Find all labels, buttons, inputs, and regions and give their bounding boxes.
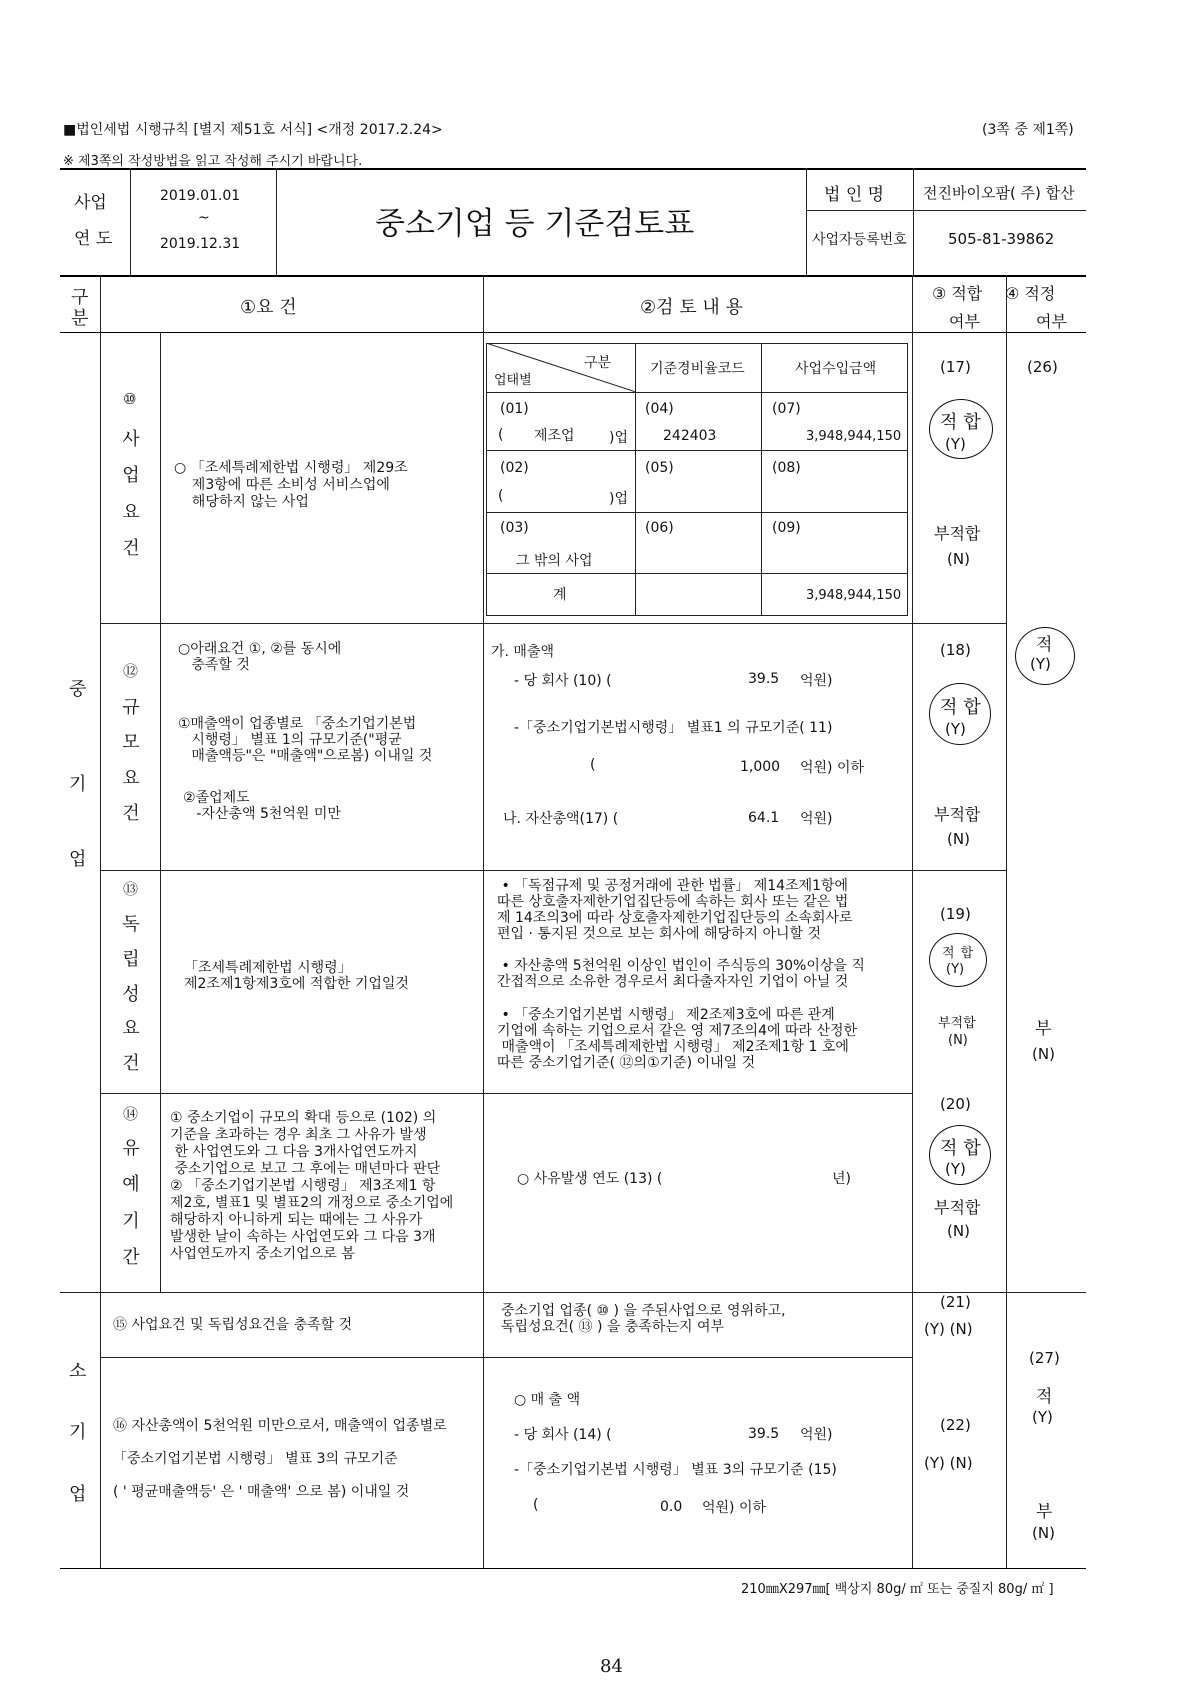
r106-std-value: 0.0 — [660, 1499, 683, 1515]
r101-c02-close: )업 — [609, 491, 628, 507]
notice-text: ※ 제3쪽의 작성방법을 읽고 작성해 주시기 바랍니다. — [63, 154, 363, 169]
r101-c02: (02) — [500, 460, 529, 476]
r102-asset-label: 나. 자산총액(17) ( — [503, 811, 619, 827]
year-label-1: 사업 — [74, 193, 107, 213]
period-separator: ~ — [198, 210, 210, 226]
r102-fit-code: (18) — [940, 641, 971, 659]
r101-c04-value: 242403 — [663, 428, 717, 444]
r101-fit-code: (17) — [940, 358, 971, 376]
r101-c01: (01) — [500, 401, 529, 417]
r101-fit-ok-2: 합 — [963, 412, 987, 433]
r105-review: 중소기업 업종( ⑩ ) 을 주된사업으로 영위하고, 독립성요건( ⑬ ) 을 충족하는지 여부 — [501, 1303, 786, 1335]
r103-fit-code: (19) — [940, 905, 971, 923]
r102-asset-unit: 억원) — [800, 811, 833, 827]
r101-c01-open: ( — [498, 427, 504, 443]
r101-label-1: 사 — [122, 429, 140, 450]
r102-requirement-2: ①매출액이 업종별로 「중소기업기본법 시행령」 별표 1의 규모기준("평균 매출액등"은 "매출액"으로봄) 이내일 것 — [178, 716, 433, 764]
r101-label — [118, 425, 144, 560]
r101-c03: (03) — [500, 520, 529, 536]
col-requirement: ①요 건 — [240, 297, 297, 318]
r106-std-unit: 억원) 이하 — [702, 1500, 767, 1516]
proper-small-n: (N) — [1032, 1524, 1055, 1542]
biz-no-label: 사업자등록번호 — [812, 232, 907, 248]
r102-fit-ok-1: 적 — [940, 697, 964, 718]
info-top-border — [60, 168, 1086, 170]
r103-num: ⑬ — [123, 880, 139, 898]
r103-fit-no: 부적합 — [938, 1016, 976, 1031]
side-small-1: 소 — [69, 1361, 87, 1382]
r102-fit-y: (Y) — [945, 720, 966, 738]
r101-num: ⑩ — [123, 390, 137, 408]
r102-fit-ok — [940, 693, 987, 719]
r104-fit-ok-1: 적 — [940, 1138, 964, 1159]
grid-h-870 — [100, 870, 1006, 871]
side-sme-2: 기 — [69, 774, 87, 795]
col-proper-1: ④ 적정 — [1005, 284, 1056, 303]
r106-fit-yn: (Y) (N) — [924, 1454, 973, 1472]
r102-std-label: -「중소기업기본법시행령」 별표1 의 규모기준( 11) — [514, 720, 833, 736]
r106-sales-title: ○ 매 출 액 — [514, 1392, 581, 1408]
r106-fit-code: (22) — [940, 1416, 971, 1434]
corp-name-label: 법 인 명 — [824, 185, 885, 205]
r105-fit-code: (21) — [940, 1293, 971, 1311]
r104-review-label: ○ 사유발생 연도 (13) ( — [517, 1171, 663, 1187]
proper-sme-y: (Y) — [1030, 655, 1051, 673]
regulation-text: ■법인세법 시행규칙 [별지 제51호 서식] <개정 2017.2.24> — [63, 122, 443, 138]
r101-c03-name: 그 밖의 사업 — [516, 553, 593, 569]
r102-own-value: 39.5 — [748, 671, 780, 687]
r101-label-2: 업 — [122, 465, 140, 487]
r102-own-unit: 억원) — [800, 673, 833, 689]
info-divider-1 — [130, 168, 131, 275]
r101-label-3: 요 — [122, 501, 140, 523]
r102-label-2: 모 — [122, 732, 140, 754]
r101-h-code: 기준경비율코드 — [650, 361, 745, 377]
r101-corner-bottom: 업태별 — [494, 373, 532, 388]
col-fit-2: 여부 — [949, 312, 980, 331]
r103-label-4: 요 — [122, 1018, 140, 1040]
r106-requirement-3: ( ' 평균매출액등' 은 ' 매출액' 으로 봄) 이내일 것 — [113, 1484, 410, 1500]
r101-corner-top: 구분 — [584, 355, 612, 371]
r101-c02-open: ( — [498, 488, 504, 504]
grid-h-1093 — [100, 1093, 912, 1094]
r104-fit-y: (Y) — [945, 1160, 966, 1178]
r104-fit-code: (20) — [940, 1095, 971, 1113]
page-of-text: (3쪽 중 제1쪽) — [982, 122, 1074, 138]
info-divider-4 — [913, 168, 914, 275]
info-divider-h — [806, 210, 1086, 211]
r101-fit-no: 부적합 — [934, 524, 981, 543]
r102-asset-value: 64.1 — [748, 810, 780, 826]
proper-small-code: (27) — [1029, 1349, 1060, 1367]
r102-fit-no: 부적합 — [934, 805, 981, 824]
paper-spec: 210㎜X297㎜[ 백상지 80g/ ㎡ 또는 중질지 80g/ ㎡ ] — [741, 1582, 1054, 1597]
info-divider-3 — [806, 168, 807, 275]
r101-total-value: 3,948,944,150 — [806, 588, 902, 603]
side-small-2: 기 — [69, 1422, 87, 1443]
grid-v-483 — [483, 275, 484, 1568]
r101-c07-value: 3,948,944,150 — [806, 429, 902, 444]
r104-label-2: 예 — [122, 1174, 140, 1196]
side-small-3: 업 — [69, 1484, 87, 1505]
r102-std-unit: 억원) 이하 — [800, 760, 865, 776]
r102-fit-ok-2: 합 — [963, 697, 987, 718]
r103-fit-ok — [942, 942, 979, 961]
info-divider-2 — [276, 168, 277, 275]
r102-std-value: 1,000 — [740, 759, 781, 775]
r101-c05: (05) — [645, 460, 674, 476]
grid-h-623 — [100, 623, 1006, 624]
grid-v-100 — [100, 275, 101, 1568]
r102-num: ⑫ — [123, 662, 139, 680]
page-number: 84 — [600, 1656, 623, 1677]
r103-requirement: 「조세특례제한법 시행령」 제2조제1항제3호에 적합한 기업일것 — [184, 960, 409, 992]
r101-c07: (07) — [772, 401, 801, 417]
r104-fit-ok-2: 합 — [963, 1138, 987, 1159]
col-proper-2: 여부 — [1036, 312, 1067, 331]
r103-fit-y: (Y) — [946, 962, 965, 977]
r101-c04: (04) — [645, 401, 674, 417]
col-fit-1: ③ 적합 — [932, 284, 983, 303]
header-bottom-border — [60, 332, 1086, 333]
side-sme-1: 중 — [69, 679, 87, 700]
r103-label-1: 독 — [122, 914, 140, 935]
r103-fit-n: (N) — [948, 1033, 968, 1048]
r103-label-2: 립 — [122, 948, 140, 970]
r102-label-3: 요 — [122, 767, 140, 789]
r102-fit-n: (N) — [947, 830, 970, 848]
r102-label-1: 규 — [122, 697, 140, 718]
r103-label-3: 성 — [122, 983, 140, 1005]
grid-h-1292 — [60, 1292, 1086, 1293]
r104-fit-ok — [940, 1134, 987, 1160]
proper-small-word: 적 — [1036, 1387, 1053, 1407]
grid-h-1357 — [100, 1357, 912, 1358]
col-review: ②검 토 내 용 — [640, 297, 743, 318]
r101-table-h3 — [486, 512, 908, 513]
r101-requirement: ○ 「조세특례제한법 시행령」 제29조 제3항에 따른 소비성 서비스업에 해당하지 않는 사업 — [174, 460, 408, 510]
r103-fit-ok-1: 적 — [942, 946, 961, 961]
r103-paragraph-3: • 「중소기업기본법 시행령」 제2조제3호에 따른 관계 기업에 속하는 기업으로서 같은 영 제7조의4에 따라 산정한 매출액이 「조세특례제한법 시행령」 제2조제1항 1 호에 따른 중소기업기준( ⑫의①기준) 이내일 것 — [497, 1007, 858, 1071]
r101-c09: (09) — [772, 520, 801, 536]
r104-fit-no: 부적합 — [934, 1198, 981, 1217]
r101-c06: (06) — [645, 520, 674, 536]
r104-requirement: ① 중소기업이 규모의 확대 등으로 (102) 의 기준을 초과하는 경우 최초 그 사유가 발생 한 사업연도와 그 다음 3개사업연도까지 중소기업으로 보고 그 후에는 매년마다 판단 ② 「중소기업기본법 시행령」 제3조제1 항 제2호, 별표1 및 별표2의 개정으로 중소기업에 해당하지 아니하게 되는 때에는 그 사유가 발생한 날이 속하는 사업연도와 그 다음 3개 사업연도까지 중소기업으로 봄 — [170, 1110, 454, 1262]
r104-review-close: 년) — [832, 1171, 851, 1187]
r101-h-revenue: 사업수입금액 — [795, 361, 877, 377]
r101-table-h2 — [486, 450, 908, 451]
r104-label-3: 기 — [122, 1210, 140, 1232]
r101-fit-ok — [940, 408, 987, 434]
col-gubun-1: 구 — [71, 287, 89, 308]
r106-own-unit: 억원) — [800, 1427, 833, 1443]
r103-fit-ok-2: 합 — [960, 946, 980, 961]
r103-paragraph-2: • 자산총액 5천억원 이상인 법인이 주식등의 30%이상을 직 간접적으로 소유한 경우로서 최다출자자인 기업이 아닐 것 — [497, 958, 865, 990]
grid-v-912 — [912, 275, 913, 1568]
side-sme-3: 업 — [69, 849, 87, 870]
proper-small-y: (Y) — [1032, 1408, 1053, 1426]
table-bottom-border — [60, 1568, 1086, 1569]
proper-sme-no-word: 부 — [1035, 1019, 1052, 1039]
proper-sme-n: (N) — [1032, 1045, 1055, 1063]
r101-c01-close: )업 — [609, 430, 628, 446]
grid-v-160 — [160, 332, 161, 1292]
r102-label — [118, 693, 144, 825]
r102-own-label: - 당 회사 (10) ( — [514, 673, 612, 689]
r101-c08: (08) — [772, 460, 801, 476]
r102-requirement-1: ○아래요건 ①, ②를 동시에 충족할 것 — [178, 641, 342, 673]
r101-label-4: 건 — [122, 537, 140, 559]
r104-label-4: 간 — [122, 1246, 140, 1268]
r104-num: ⑭ — [123, 1105, 139, 1123]
proper-small-no-word: 부 — [1036, 1502, 1053, 1522]
r102-sales-title: 가. 매출액 — [491, 644, 554, 660]
r106-std-open: ( — [533, 1497, 539, 1513]
r101-fit-n: (N) — [947, 550, 970, 568]
r101-total-label: 계 — [553, 587, 567, 603]
period-end: 2019.12.31 — [160, 236, 241, 252]
r103-label-5: 건 — [122, 1053, 140, 1074]
r105-fit-yn: (Y) (N) — [924, 1320, 973, 1338]
r103-label — [118, 910, 144, 1075]
biz-no-value: 505-81-39862 — [948, 230, 1055, 248]
r106-own-label: - 당 회사 (14) ( — [514, 1427, 612, 1443]
r101-table-h4 — [486, 573, 908, 574]
period-start: 2019.01.01 — [160, 188, 241, 204]
r106-requirement-1: ⑯ 자산총액이 5천억원 미만으로서, 매출액이 업종별로 — [113, 1418, 447, 1434]
r106-requirement-2: 「중소기업기본법 시행령」 별표 3의 규모기준 — [113, 1451, 398, 1467]
r103-paragraph-1: • 「독점규제 및 공정거래에 관한 법률」 제14조제1항에 따른 상호출자제한기업집단등에 속하는 회사 또는 같은 법 제 14조의3에 따라 상호출자제한기업집단등의 소속회사로 편입 · 통지된 것으로 보는 회사에 해당하지 아니할 것 — [497, 878, 853, 942]
r101-fit-y: (Y) — [945, 435, 966, 453]
r102-label-4: 건 — [122, 802, 140, 824]
proper-sme-word: 적 — [1036, 635, 1053, 655]
grid-v-1006 — [1006, 275, 1007, 1568]
r101-fit-ok-1: 적 — [940, 412, 964, 433]
r104-fit-n: (N) — [947, 1222, 970, 1240]
corp-name-value: 전진바이오팜( 주) 합산 — [923, 184, 1075, 202]
r104-label — [118, 1134, 144, 1269]
r106-std-label: -「중소기업기본법 시행령」 별표 3의 규모기준 (15) — [514, 1462, 837, 1478]
year-label-2: 연 도 — [74, 229, 113, 249]
r106-own-value: 39.5 — [748, 1426, 780, 1442]
proper-sme-code: (26) — [1027, 358, 1058, 376]
r102-std-open: ( — [590, 757, 596, 773]
r101-c01-name: 제조업 — [534, 428, 575, 444]
col-gubun-2: 분 — [71, 308, 89, 329]
r105-requirement: ⑮ 사업요건 및 독립성요건을 충족할 것 — [113, 1317, 353, 1333]
r102-requirement-3: ②졸업제도 -자산총액 5천억원 미만 — [183, 790, 341, 822]
form-title: 중소기업 등 기준검토표 — [375, 206, 695, 242]
info-bottom-border — [60, 275, 1086, 277]
r104-label-1: 유 — [122, 1138, 140, 1159]
r101-table-v2 — [761, 343, 762, 616]
